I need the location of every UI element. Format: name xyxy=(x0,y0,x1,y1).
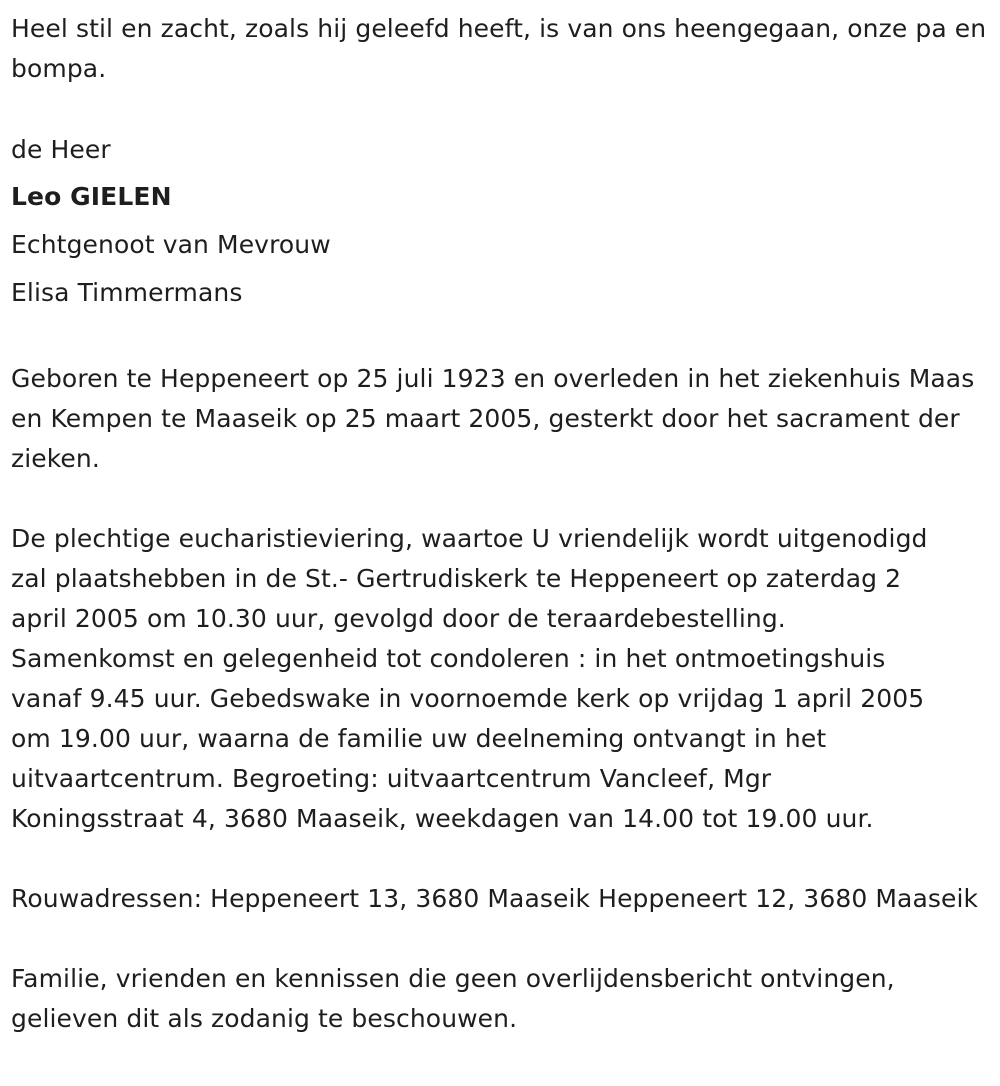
ceremony-line: De plechtige eucharistieviering, waartoe U vriendelijk wordt uitgenodigd xyxy=(11,524,928,553)
addresses-paragraph: Rouwadressen: Heppeneert 13, 3680 Maaseik Heppeneert 12, 3680 Maaseik xyxy=(11,884,979,913)
ceremony-line: om 19.00 uur, waarna de familie uw deelneming ontvangt in het xyxy=(11,724,827,753)
ceremony-line: zal plaatshebben in de St.- Gertrudiskerk te Heppeneert op zaterdag 2 xyxy=(11,564,902,593)
spacer xyxy=(11,89,996,127)
ceremony-line: vanaf 9.45 uur. Gebedswake in voornoemde kerk op vrijdag 1 april 2005 xyxy=(11,684,925,713)
ceremony-line: Koningsstraat 4, 3680 Maaseik, weekdagen van 14.00 tot 19.00 uur. xyxy=(11,804,874,833)
spacer xyxy=(11,317,996,359)
spacer xyxy=(11,839,996,879)
ceremony-paragraph xyxy=(11,519,996,839)
closing-paragraph: Familie, vrienden en kennissen die geen overlijdensbericht ontvingen, gelieven dit als zodanig te beschouwen. xyxy=(11,964,895,1033)
spacer xyxy=(11,919,996,959)
obituary-document xyxy=(11,9,996,1039)
spouse-line-2: Elisa Timmermans xyxy=(11,278,243,307)
honorific-title: de Heer xyxy=(11,135,111,164)
spacer xyxy=(11,479,996,519)
ceremony-line: uitvaartcentrum. Begroeting: uitvaartcentrum Vancleef, Mgr xyxy=(11,764,772,793)
birth-death-paragraph: Geboren te Heppeneert op 25 juli 1923 en overleden in het ziekenhuis Maas en Kempen te Maaseik op 25 maart 2005, gesterkt door het sacrament der zieken. xyxy=(11,364,975,473)
ceremony-line: april 2005 om 10.30 uur, gevolgd door de teraardebestelling. xyxy=(11,604,786,633)
spouse-line-1: Echtgenoot van Mevrouw xyxy=(11,230,331,259)
intro-paragraph: Heel stil en zacht, zoals hij geleefd heeft, is van ons heengegaan, onze pa en bompa. xyxy=(11,14,987,83)
ceremony-line: Samenkomst en gelegenheid tot condoleren : in het ontmoetingshuis xyxy=(11,644,886,673)
deceased-name: Leo GIELEN xyxy=(11,182,172,211)
